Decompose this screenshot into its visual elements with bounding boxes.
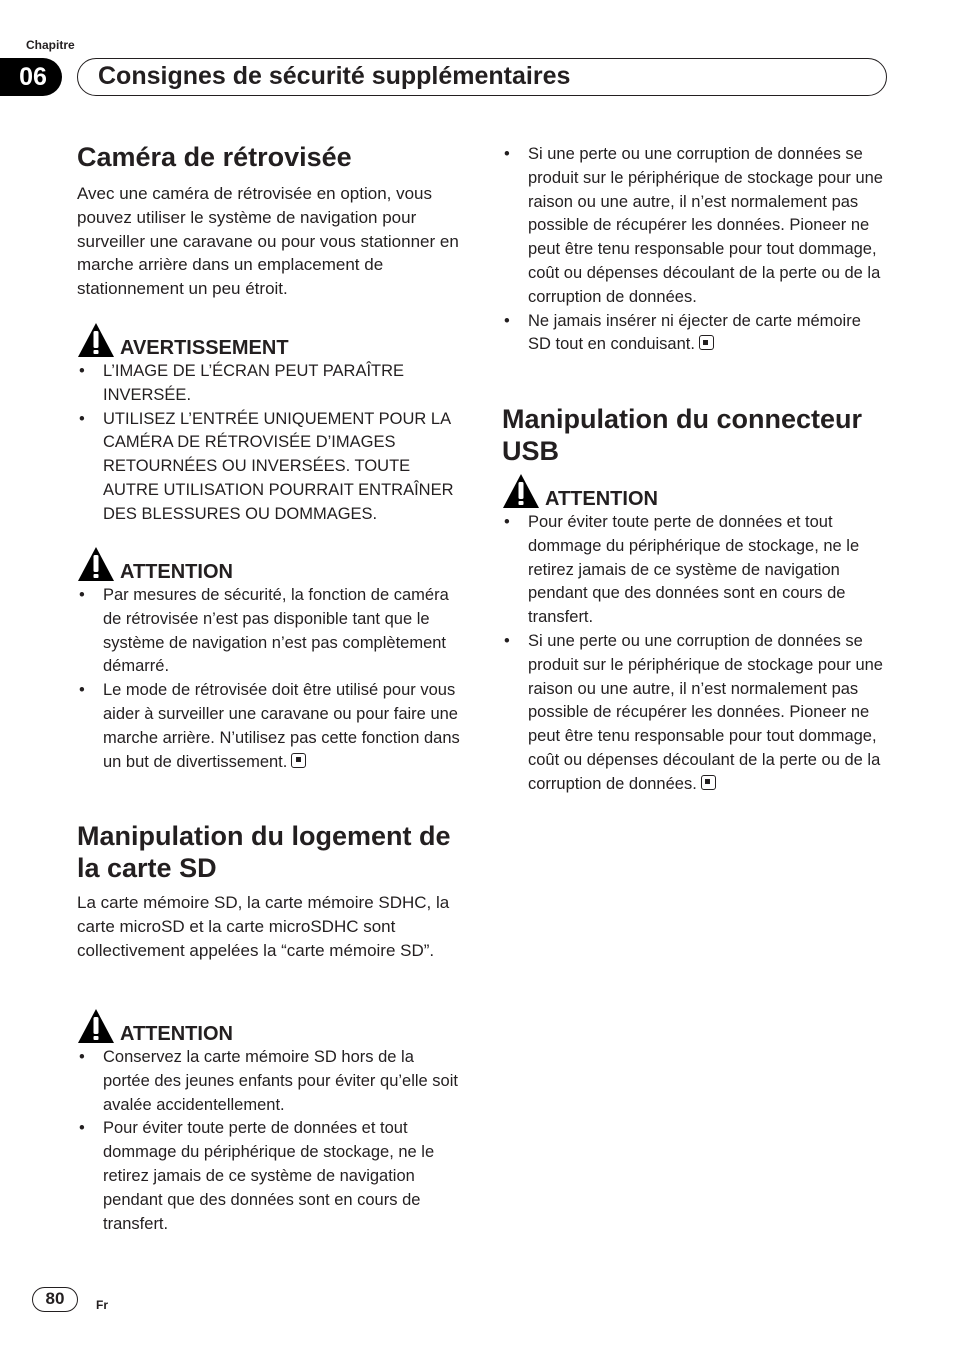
caution-list <box>502 511 888 797</box>
end-of-section-icon <box>291 753 306 768</box>
list-item: • Pour éviter toute perte de données et tout dommage du périphérique de stockage, ne le retirez jamais de ce système de navigation pendant que des données sont en cours de transfert. <box>502 511 888 630</box>
list-item: • UTILISEZ L’ENTRÉE UNIQUEMENT POUR LA CAMÉRA DE RÉTROVISÉE D’IMAGES RETOURNÉES OU INVERSÉES. TOUTE AUTRE UTILISATION POURRAIT ENTRAÎNER DES BLESSURES OU DOMMAGES. <box>77 408 465 527</box>
warning-triangle-icon <box>77 1008 115 1044</box>
list-item: • L’IMAGE DE L’ÉCRAN PEUT PARAÎTRE INVERSÉE. <box>77 360 465 408</box>
list-item: • Pour éviter toute perte de données et tout dommage du périphérique de stockage, ne le retirez jamais de ce système de navigation pendant que des données sont en cours de transfert. <box>77 1117 465 1236</box>
language-code: Fr <box>96 1298 108 1312</box>
list-item: • Conservez la carte mémoire SD hors de la portée des jeunes enfants pour éviter qu’elle soit avalée accidentellement. <box>77 1046 465 1117</box>
warning-triangle-icon <box>77 546 115 582</box>
list-item <box>502 630 888 797</box>
list-item-text: Le mode de rétrovisée doit être utilisé pour vous aider à surveiller une caravane ou pour faire une marche arrière. N’utilisez pas cette fonction dans un but de divertissement. <box>103 681 460 771</box>
caution-title: ATTENTION <box>120 561 233 583</box>
sd-section-title: Manipulation du logement de la carte SD <box>77 821 451 883</box>
chapter-number-badge: 06 <box>0 58 62 96</box>
warning-title: AVERTISSEMENT <box>120 337 289 359</box>
list-item-text: Si une perte ou une corruption de données se produit sur le périphérique de stockage pour une raison ou une autre, il n’est normalement pas possible de récupérer les données. Pioneer ne peut être tenu responsable pour tout dommage, coût ou dépenses découlant de la perte ou de la corruption de données. <box>528 631 883 793</box>
camera-warning-box <box>77 322 465 527</box>
chapter-title-box <box>77 58 887 96</box>
warning-triangle-icon <box>77 322 115 358</box>
list-item: • Si une perte ou une corruption de données se produit sur le périphérique de stockage pour une raison ou une autre, il n’est normalement pas possible de récupérer les données. Pioneer ne peut être tenu responsable pour tout dommage, coût ou dépenses découlant de la perte ou de la corruption de données. <box>502 143 888 310</box>
list-item <box>502 310 888 358</box>
caution-list <box>77 584 465 774</box>
usb-caution-box <box>502 473 888 797</box>
sd-caution-list-continued <box>502 143 888 357</box>
caution-title: ATTENTION <box>120 1023 233 1045</box>
sd-intro-text: La carte mémoire SD, la carte mémoire SDHC, la carte microSD et la carte microSDHC sont collectivement appelées la “carte mémoire SD”. <box>77 893 450 960</box>
list-item: • Par mesures de sécurité, la fonction de caméra de rétrovisée n’est pas disponible tant que le système de navigation n’est pas complètement démarré. <box>77 584 465 679</box>
warning-list <box>77 360 465 527</box>
list-item-text: Ne jamais insérer ni éjecter de carte mémoire SD tout en conduisant. <box>528 311 861 354</box>
warning-triangle-icon <box>502 473 540 509</box>
camera-caution-box <box>77 546 465 774</box>
chapter-title: Consignes de sécurité supplémentaires <box>98 62 571 90</box>
list-item <box>77 679 465 774</box>
camera-section-title: Caméra de rétrovisée <box>77 142 352 172</box>
end-of-section-icon <box>699 335 714 350</box>
chapter-label: Chapitre <box>26 38 75 52</box>
end-of-section-icon <box>701 775 716 790</box>
page-number: 80 <box>32 1287 78 1312</box>
sd-caution-box <box>77 1008 465 1236</box>
caution-list <box>77 1046 465 1236</box>
usb-section-title: Manipulation du connecteur USB <box>502 404 863 466</box>
camera-intro-text: Avec une caméra de rétrovisée en option, vous pouvez utiliser le système de navigation pour surveiller une caravane ou pour vous stationner en marche arrière dans un emplacement de stationnement un peu étroit. <box>77 184 459 299</box>
caution-title: ATTENTION <box>545 488 658 510</box>
